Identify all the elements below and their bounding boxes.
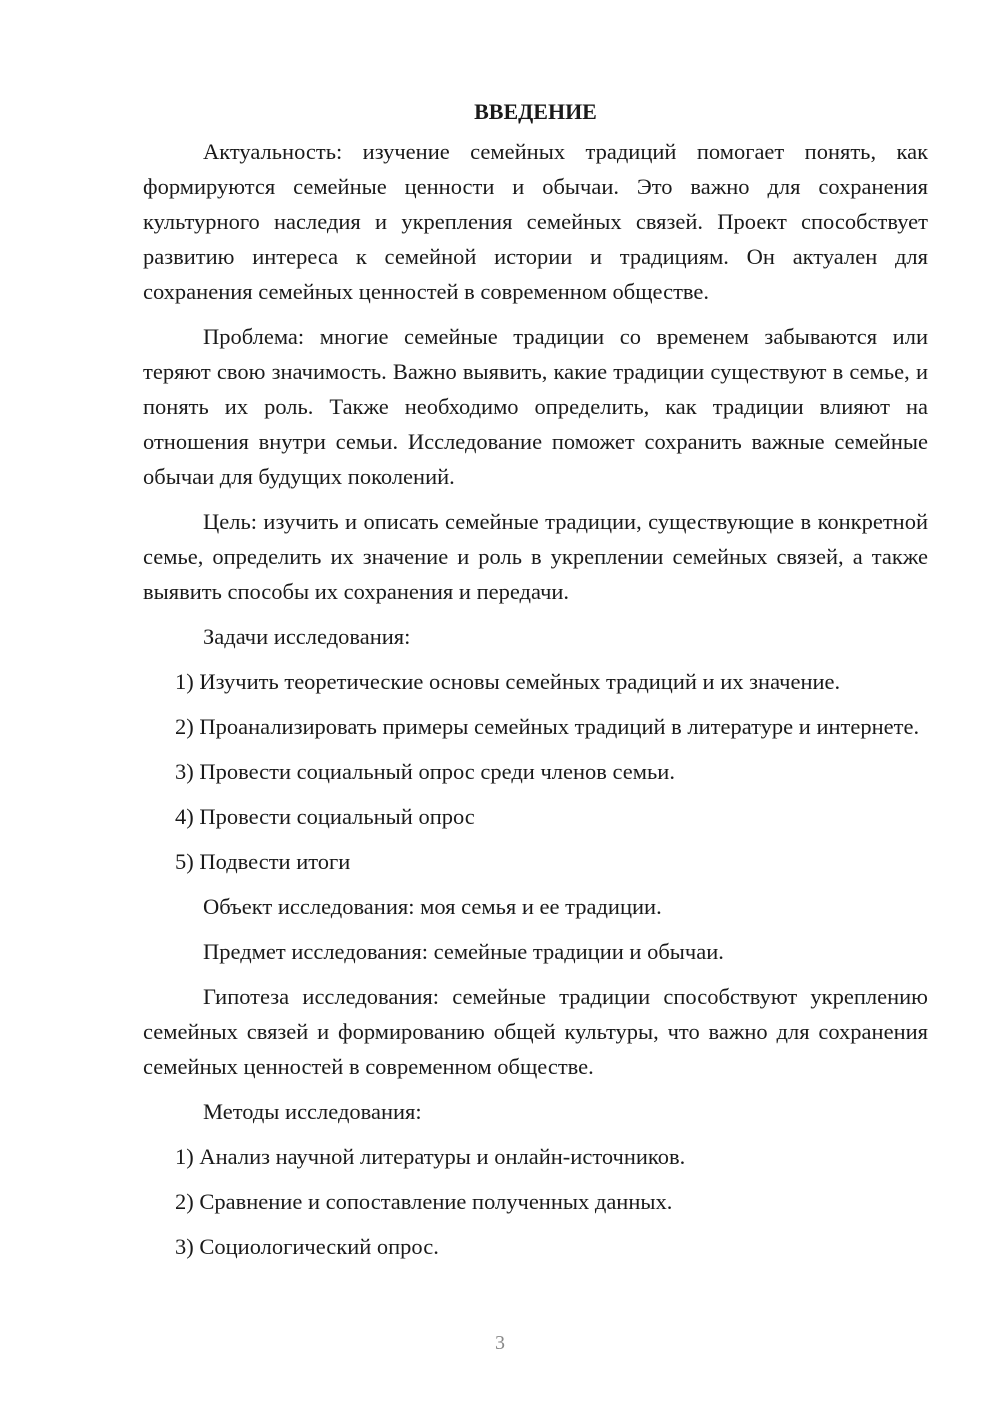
method-item-1: 1) Анализ научной литературы и онлайн-источников. [175, 1144, 686, 1169]
problem-paragraph: Проблема: многие семейные традиции со временем забываются или теряют свою значимость. Важно выявить, какие традиции существуют в семье, и понять их роль. Также необходимо определить, как традиции влияют на отношения внутри семьи. Исследование поможет сохранить важные семейные обычаи для будущих поколений. [143, 324, 928, 489]
page-content [143, 94, 928, 1274]
task-item-5: 5) Подвести итоги [175, 849, 351, 874]
page-number: 3 [495, 1332, 505, 1354]
relevance-paragraph: Актуальность: изучение семейных традиций помогает понять, как формируются семейные ценности и обычаи. Это важно для сохранения культурного наследия и укрепления семейных связей. Проект способствует развитию интереса к семейной истории и традициям. Он актуален для сохранения семейных ценностей в современном обществе. [143, 139, 928, 304]
methods-heading: Методы исследования: [203, 1099, 422, 1124]
goal-paragraph: Цель: изучить и описать семейные традиции, существующие в конкретной семье, определить их значение и роль в укреплении семейных связей, а также выявить способы их сохранения и передачи. [143, 509, 928, 604]
method-item-3: 3) Социологический опрос. [175, 1234, 439, 1259]
object-paragraph: Объект исследования: моя семья и ее традиции. [203, 894, 662, 919]
task-item-1: 1) Изучить теоретические основы семейных традиций и их значение. [175, 669, 841, 694]
task-item-2: 2) Проанализировать примеры семейных традиций в литературе и интернете. [175, 714, 920, 739]
page-title: ВВЕДЕНИЕ [474, 99, 597, 124]
task-item-4: 4) Провести социальный опрос [175, 804, 475, 829]
method-item-2: 2) Сравнение и сопоставление полученных данных. [175, 1189, 673, 1214]
task-item-3: 3) Провести социальный опрос среди членов семьи. [175, 759, 675, 784]
hypothesis-paragraph: Гипотеза исследования: семейные традиции способствуют укреплению семейных связей и формированию общей культуры, что важно для сохранения семейных ценностей в современном обществе. [143, 984, 928, 1079]
tasks-heading: Задачи исследования: [203, 624, 411, 649]
subject-paragraph: Предмет исследования: семейные традиции и обычаи. [203, 939, 724, 964]
